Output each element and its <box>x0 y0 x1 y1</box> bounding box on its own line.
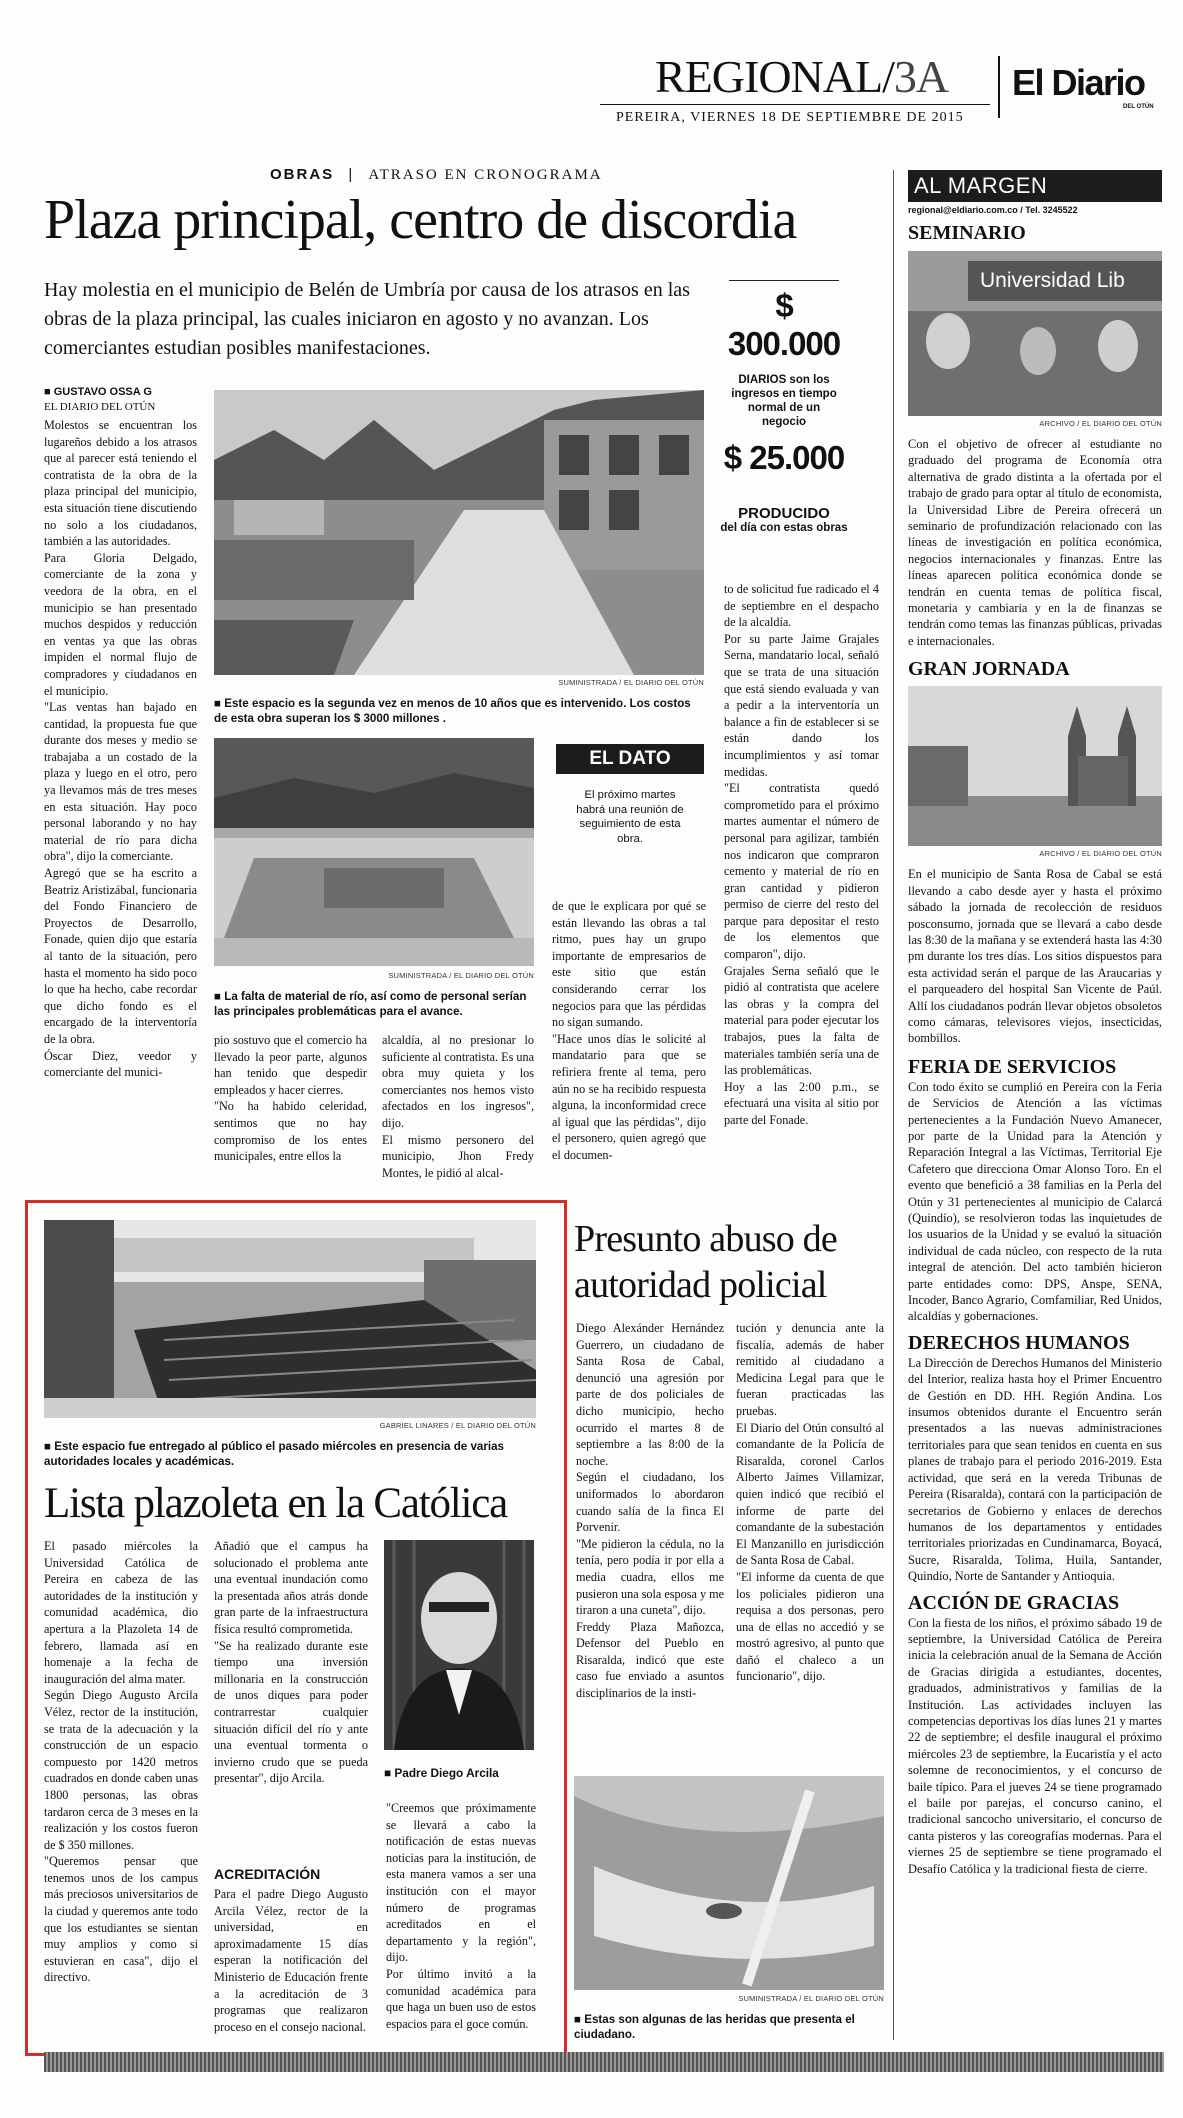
dato-title: EL DATO <box>556 744 704 774</box>
sidebar-title: AL MARGEN <box>908 170 1162 202</box>
sidebar-divider <box>893 170 894 2040</box>
main-col4: de que le explicara por qué se están llevando las obras a tal ritmo, pues hay un grupo importante de empresarios de este sitio que están considerando cerrar los negocios para que las pérdidas no sigan sumando. "Hace unos días le solicité al mandatario para que se refiriera frente al tema, pero aún no se ha recibido respuesta alguna, la inconformidad crece al igual que las pérdidas", dijo el personero, quien agregó que el documen- <box>552 899 706 1162</box>
dato-text: El próximo martes habrá una reunión de seguimiento de esta obra. <box>576 789 684 845</box>
footer-band <box>44 2052 1164 2072</box>
sidebar-text-gran-jornada: En el municipio de Santa Rosa de Cabal se está llevando a cabo desde ayer y hasta el próximo sábado la jornada de recolección de residuos posconsumo, jornada que se llevará a cabo desde las 8:30 de la mañana y se extenderá hasta las 4:30 pm durante los tres días. Los sitios dispuestos para esta actividad serán el parque de las Araucarias y el parqueadero del hospital San Vicente de Paúl. Allí los ciudadanos podrán llevar objetos obsoletos como cámaras, televisores viejos, insecticidas, bombillos. <box>908 867 1162 1046</box>
main-deck: Hay molestia en el municipio de Belén de Umbría por causa de los atrasos en las obras de la plaza principal, las cuales iniciaron en agosto y no avanzan. Los comerciantes estudian posibles manifestaciones. <box>44 279 690 359</box>
sidebar-text-accion: Con la fiesta de los niños, el próximo sábado 19 de septiembre, la Universidad Católica de Pereira inicia la celebración anual de la Semana de Acción de Gracias dirigida a estudiantes, docentes, graduados, administrativos y familias de la Institución. Las actividades incluyen las competencias deportivas los días lunes 21 y martes 22 de septiembre; el desfile inaugural el próximo miércoles 23 de septiembre, la Eucaristía y el acto solemne de reconocimientos, y el concurso de baile típico. Para el jueves 24 se tiene programado el baile por parejas, el concurso canino, el tradicional sancocho universitario, el concurso de canta pisteros y las coreografías modernas. Para el viernes 25 de septiembre se tiene programado el Desafío Católica y la tradicional fiesta de cierre. <box>908 1615 1162 1876</box>
plazoleta-headline: Lista plazoleta en la Católica <box>44 1480 508 1527</box>
main-col3b: alcaldía, al no presionar lo suficiente al contratista. Es una obra muy quieta y los comerciantes nos hemos visto afectados en los ingresos", dijo. El mismo personero del municipio, Jhon Fredy Montes, le pidió al alcal- <box>382 1033 534 1180</box>
stat-box <box>720 280 848 534</box>
sidebar-heading-seminario: SEMINARIO <box>908 222 1026 244</box>
stat2-label: del día con estas obras <box>720 522 848 534</box>
photo1-caption: ■ Este espacio es la segunda vez en menos de 10 años que es intervenido. Los costos de esta obra superan los $ 3000 millones . <box>214 697 691 725</box>
plazoleta-photo-credit: GABRIEL LINARES / EL DIARIO DEL OTÚN <box>379 1421 536 1430</box>
plazoleta-col2: Añadió que el campus ha solucionado el problema ante una eventual inundación como la presentada años atrás donde gran parte de la infraestructura física resultó comprometida. "Se ha realizado durante este tiempo una inversión millonaria en la construcción de unos diques para poder contrarrestar cualquier situación difícil del río y ante una eventual tormenta o invierno crudo que se pueda presentar", dijo Arcila. <box>214 1539 368 1786</box>
seminario-credit: ARCHIVO / EL DIARIO DEL OTÚN <box>1039 419 1162 428</box>
plaza-works-image <box>214 390 704 675</box>
gran-jornada-credit: ARCHIVO / EL DIARIO DEL OTÚN <box>1039 849 1162 859</box>
injuries-image <box>574 1776 884 1990</box>
sidebar-heading-gran-jornada: GRAN JORNADA <box>908 658 1070 681</box>
stat2-value: $ 25.000 <box>723 439 845 476</box>
newspaper-logo-sub: DEL OTÚN <box>1123 104 1154 110</box>
photo-plazoleta <box>44 1220 536 1418</box>
abuso-photo-credit: SUMINISTRADA / EL DIARIO DEL OTÚN <box>738 1994 884 2003</box>
sidebar-contact: regional@eldiario.com.co / Tel. 3245522 <box>908 205 1078 215</box>
photo1-credit: SUMINISTRADA / EL DIARIO DEL OTÚN <box>558 678 704 687</box>
photo-river-material <box>214 738 534 966</box>
plazoleta-subhead: ACREDITACIÓN <box>214 1866 321 1882</box>
plazoleta-photo-caption: ■ Este espacio fue entregado al público el pasado miércoles en presencia de varias autoridades locales y académicas. <box>44 1440 504 1468</box>
river-material-image <box>214 738 534 966</box>
main-col1: Molestos se encuentran los lugareños debido a los atrasos que al parecer está teniendo el contratista de la obra de la plaza principal del municipio, esta situación tiene discutiendo no solo a los ciudadanos, también a las autoridades. Para Gloria Delgado, comerciante de la zona y veedora de la obra, en el municipio se han presentado muchos despidos y reducción en ventas ya que las obras impiden el normal flujo de compradores y ciudadanos en el municipio. "Las ventas han bajado en cantidad, la propuesta fue que durante dos meses y medio se trabajaba a un costado de la plaza y luego en el otro, pero ya llevamos más de tres meses en esta situación. Hay poco personal laborando y no hay material de río para dicha obra", dijo la comerciante. Agregó que se ha escrito a Beatriz Aristizábal, funcionaria del Fondo Financiero de Proyectos de Desarrollo, Fonade, quien dijo que estaría al tanto de la situación, pero hasta el momento ha sido poco lo que ha hecho, cabe recordar que dicho fondo es el encargado de la interventoría de la obra. Óscar Diez, veedor y comerciante del munici- <box>44 418 197 1080</box>
portrait-diego-arcila <box>384 1540 534 1750</box>
masthead <box>0 0 1183 150</box>
abuso-col1: Diego Alexánder Hernández Guerrero, un ciudadano de Santa Rosa de Cabal, denunció una agresión por parte de dos policiales de dicho municipio, hecho ocurrido el martes 8 de septiembre a las 8:00 de la noche. Según el ciudadano, los uniformados lo abordaron cuando salía de la finca El Porvenir. "Me pidieron la cédula, no la tenía, pero podía ir por ella a media cuadra, ellos me pusieron una sola esposa y me tiraron a una cuneta", dijo. Freddy Plaza Mañozca, Defensor del Pueblo en Risaralda, indicó que este caso fue enviado a asuntos disciplinarios de la insti- <box>576 1321 724 1701</box>
photo2-credit: SUMINISTRADA / EL DIARIO DEL OTÚN <box>388 971 534 980</box>
dateline-rule <box>600 104 990 105</box>
dato-box <box>556 744 704 892</box>
stat-rule-top <box>729 280 839 281</box>
photo-injuries <box>574 1776 884 1990</box>
plazoleta-col1: El pasado miércoles la Universidad Católica de Pereira en cabeza de las autoridades de la institución y comunidad académica, dio apertura a la Plazoleta 14 de febrero, llamada así en homenaje a la fecha de inauguración del alma mater. Según Diego Augusto Arcila Vélez, rector de la institución, se trata de la adecuación y la construcción de un espacio compuesto por 1420 metros cuadrados en donde caben unas 1800 personas, las obras tardaron cerca de 3 meses en la realización y los costos fueron de $ 350 millones. "Queremos pensar que tenemos unos de los campus más preciosos universitarios de la ciudad y queremos ante todo que los estudiantes se sientan muy amplios y como si estuvieran en casa", dijo el directivo. <box>44 1539 198 1985</box>
abuso-col2: tución y denuncia ante la fiscalía, además de haber remitido al ciudadano a Medicina Legal para que le fueran practicadas las pruebas. El Diario del Otún consultó al comandante de la Policía de Risaralda, coronel Carlos Alberto Jaimes Villamizar, quien indicó que recibió el informe de parte del comandante de la subestación El Manzanillo en jurisdicción de Santa Rosa de Cabal. "El informe da cuenta de que los policiales pidieron una requisa a dos personas, pero una de ellas no accedió y se mostró agresivo, al punto que dañó el chaleco a un funcionario", dijo. <box>736 1321 884 1684</box>
stat2-label-big: PRODUCIDO <box>738 505 830 522</box>
stat1-value: $ 300.000 <box>727 287 841 362</box>
photo-gran-jornada <box>908 686 1162 846</box>
plazoleta-image <box>44 1220 536 1418</box>
masthead-divider <box>998 56 1000 118</box>
main-col2b: pio sostuvo que el comercio ha llevado la peor parte, algunos han tenido que despedir empleados y hacer cierres. "No ha habido celeridad, sentimos que no hay compromiso de los entes municipales, entre ellos la <box>214 1033 367 1164</box>
sidebar-text-derechos: La Dirección de Derechos Humanos del Ministerio del Interior, realiza hasta hoy el Primer Encuentro de Gestión en DD. HH. Región Andina. Los insumos obtenidos durante el Encuentro serán presentados a las nuevas administraciones territoriales para que sean tenidos en cuenta en sus planes de trabajo para el periodo 2016-2019. Esta actividad, que será en la vereda Tribunas de Pereira (Risaralda), contará con la participación de secretarios de Gobierno y enlaces de derechos humanos de los departamentos y entidades territoriales priorizadas en Cundinamarca, Boyacá, Sucre, Risaralda, Tolima, Huila, Santander, Quindío, Norte de Santander y Antioquia. <box>908 1355 1162 1584</box>
sidebar-heading-derechos: DERECHOS HUMANOS <box>908 1331 1130 1354</box>
stat1-label: DIARIOS son los ingresos en tiempo normal de un negocio <box>731 374 837 428</box>
sidebar-text-seminario: Con el objetivo de ofrecer al estudiante no graduado del programa de Economía otra alternativa de grado distinta a la ofertada por el trabajo de grado para optar al título de economista, la Universidad Libre de Pereira ofrecerá un seminario de profundización relacionado con las líneas de investigación en política económica, negocios internacionales y finanzas. Entre las líneas aparecen política económica donde se tendrán en cuenta temas de política fiscal, monetaria y cambiaria y en la de finanzas se tendrán como temas las finanzas públicas, privadas e internacionales. <box>908 437 1162 648</box>
seminario-banner-text: Universidad Lib <box>980 269 1125 292</box>
sidebar-text-feria: Con todo éxito se cumplió en Pereira con la Feria de Servicios de Atención a las víctimas pertenecientes a la Fundación Nuevo Amanecer, por parte de la Unidad para la Atención y Reparación Integral a las Víctimas, Territorial Eje Cafetero que direcciona Omar Alonso Toro. En el evento que benefició a 38 familias en la Perla del Otún y 31 pertenecientes al municipio de Calarcá (Quindío), se resolvieron todas las inquietudes de los usuarios de la Unidad y se evaluó la situación individual de cada núcleo, con respecto de la ruta integral de atención. Del acto también hicieron parte entidades como: DPS, Anspe, SENA, Incoder, Banco Agrario, Comfamiliar, Red Unidos, alcaldías y gobernaciones. <box>908 1079 1162 1324</box>
sidebar-heading-accion: ACCIÓN DE GRACIAS <box>908 1591 1120 1614</box>
main-col5: to de solicitud fue radicado el 4 de septiembre en el despacho de la alcaldía. Por su parte Jaime Grajales Serna, mandatario local, señaló que se trata de una situación que está siendo evaluada y van a pedir a la interventoría un balance a fin de establecer si se están dando los incumplimientos y así tomar medidas. "El contratista quedó comprometido para el próximo martes aumentar el número de personal para agilizar, también nos indicaron que compraron cemento y material de río en gran cantidad y pidieron permiso de cierre del resto del parque para depositar el resto de los elementos que comparon", dijo. Grajales Serna señaló que le pidió al contratista que acelere las obras y la compra del material para poder ejecutar los trabajos, pues la falta de materiales también sería una de las problemáticas. Hoy a las 2:00 p.m., se efectuará una visita al sitio por parte del Fonade. <box>724 582 879 1127</box>
sidebar-heading-feria: FERIA DE SERVICIOS <box>908 1055 1117 1078</box>
main-headline: Plaza principal, centro de discordia <box>44 189 797 251</box>
photo-plaza-works <box>214 390 704 675</box>
plazoleta-col2b: Para el padre Diego Augusto Arcila Vélez, rector de la universidad, en aproximadamente 15 días esperan la notificación del Ministerio de Educación frente a la acreditación de 3 programas que realizaron proceso en el consejo nacional. <box>214 1887 368 2034</box>
portrait-image <box>384 1540 534 1750</box>
dateline: PEREIRA, VIERNES 18 DE SEPTIEMBRE DE 2015 <box>616 110 964 125</box>
abuso-headline: Presunto abuso de autoridad policial <box>574 1218 837 1306</box>
portrait-caption: ■ Padre Diego Arcila <box>384 1766 499 1780</box>
photo-seminario <box>908 251 1162 416</box>
newspaper-logo: El Diario <box>1012 62 1145 103</box>
photo2-caption: ■ La falta de material de río, así como de personal serían las principales problemáticas para el avance. <box>214 990 527 1018</box>
plazoleta-col3: "Creemos que próximamente se llevará a cabo la notificación de estas nuevas noticias para la institución, de esta manera vamos a ser una institución con el mayor número de programas acreditados en el departamento y la región", dijo. Por último invitó a la comunidad académica para que haga un buen uso de estos espacios para el goce común. <box>386 1801 536 2031</box>
byline-org: EL DIARIO DEL OTÚN <box>44 401 156 413</box>
section-title: REGIONAL/3A <box>655 51 949 102</box>
kicker: OBRAS | ATRASO EN CRONOGRAMA <box>270 166 603 183</box>
byline: ■ GUSTAVO OSSA G <box>44 386 152 398</box>
gran-jornada-image <box>908 686 1162 846</box>
abuso-photo-caption: ■ Estas son algunas de las heridas que presenta el ciudadano. <box>574 2013 855 2041</box>
sidebar <box>908 170 1162 1877</box>
